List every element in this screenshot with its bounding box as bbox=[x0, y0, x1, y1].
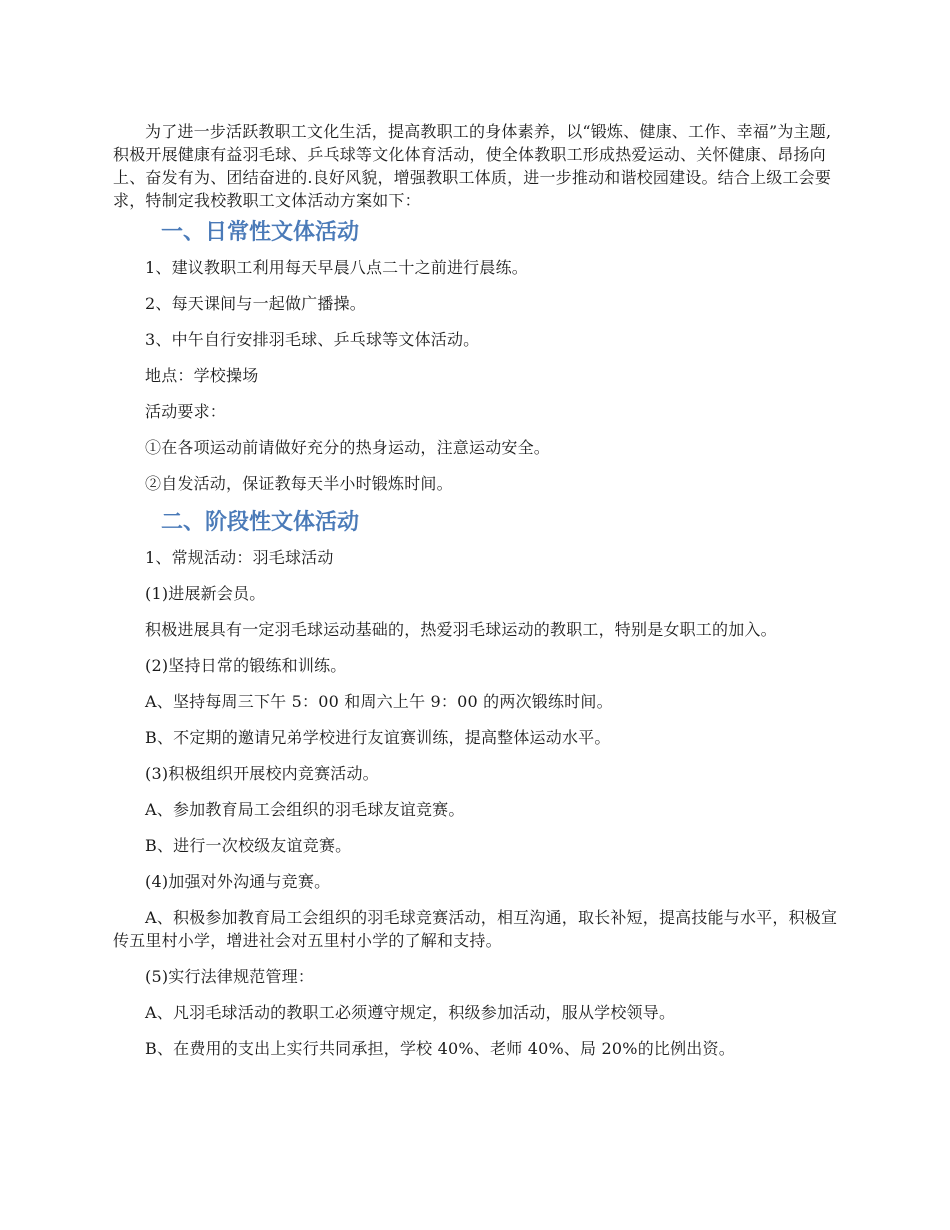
s2-para-1: 1、常规活动：羽毛球活动 bbox=[145, 548, 334, 567]
s2-para-14: B、在费用的支出上实行共同承担，学校 40%、老师 40%、局 20%的比例出资。 bbox=[145, 1039, 735, 1058]
s2-para-7: (3)积极组织开展校内竞赛活动。 bbox=[145, 764, 379, 783]
document-page bbox=[113, 120, 839, 1073]
intro-paragraph: 为了进一步活跃教职工文化生活，提高教职工的身体素养，以“锻炼、健康、工作、幸福”为主题,积极开展健康有益羽毛球、乒乓球等文化体育活动，使全体教职工形成热爱运动、关怀健康、昂扬向上、奋发有为、团结奋进的.良好风貌，增强教职工体质，进一步推动和谐校园建设。结合上级工会要求，特制定我校教职工文体活动方案如下： bbox=[113, 122, 832, 210]
s2-para-11: A、积极参加教育局工会组织的羽毛球竞赛活动，相互沟通，取长补短，提高技能与水平，积极宣传五里村小学，增进社会对五里村小学的了解和支持。 bbox=[113, 908, 838, 950]
s2-para-9: B、进行一次校级友谊竞赛。 bbox=[145, 836, 352, 855]
s2-para-2: (1)进展新会员。 bbox=[145, 584, 266, 603]
s1-item-2: 2、每天课间与一起做广播操。 bbox=[145, 294, 366, 313]
s1-requirement-2: ②自发活动，保证教每天半小时锻炼时间。 bbox=[145, 474, 453, 493]
s2-para-12: (5)实行法律规范管理： bbox=[145, 967, 315, 986]
s1-item-1: 1、建议教职工利用每天早晨八点二十之前进行晨练。 bbox=[145, 258, 528, 277]
s2-para-13: A、凡羽毛球活动的教职工必须遵守规定，积级参加活动，服从学校领导。 bbox=[145, 1003, 676, 1022]
section-1-heading: 一、日常性文体活动 bbox=[161, 220, 360, 245]
s1-requirement-1: ①在各项运动前请做好充分的热身运动，注意运动安全。 bbox=[145, 438, 551, 457]
s2-para-3: 积极进展具有一定羽毛球运动基础的，热爱羽毛球运动的教职工，特别是女职工的加入。 bbox=[145, 620, 777, 639]
s1-location: 地点：学校操场 bbox=[145, 366, 259, 385]
s2-para-5: A、坚持每周三下午 5：00 和周六上午 9：00 的两次锻练时间。 bbox=[145, 692, 613, 711]
s1-item-3: 3、中午自行安排羽毛球、乒乓球等文体活动。 bbox=[145, 330, 480, 349]
section-2-heading: 二、阶段性文体活动 bbox=[161, 510, 360, 535]
s2-para-10: (4)加强对外沟通与竞赛。 bbox=[145, 872, 331, 891]
s2-para-6: B、不定期的邀请兄弟学校进行友谊赛训练，提高整体运动水平。 bbox=[145, 728, 611, 747]
s1-requirements-label: 活动要求： bbox=[145, 402, 227, 421]
s2-para-8: A、参加教育局工会组织的羽毛球友谊竞赛。 bbox=[145, 800, 465, 819]
s2-para-4: (2)坚持日常的锻练和训练。 bbox=[145, 656, 347, 675]
